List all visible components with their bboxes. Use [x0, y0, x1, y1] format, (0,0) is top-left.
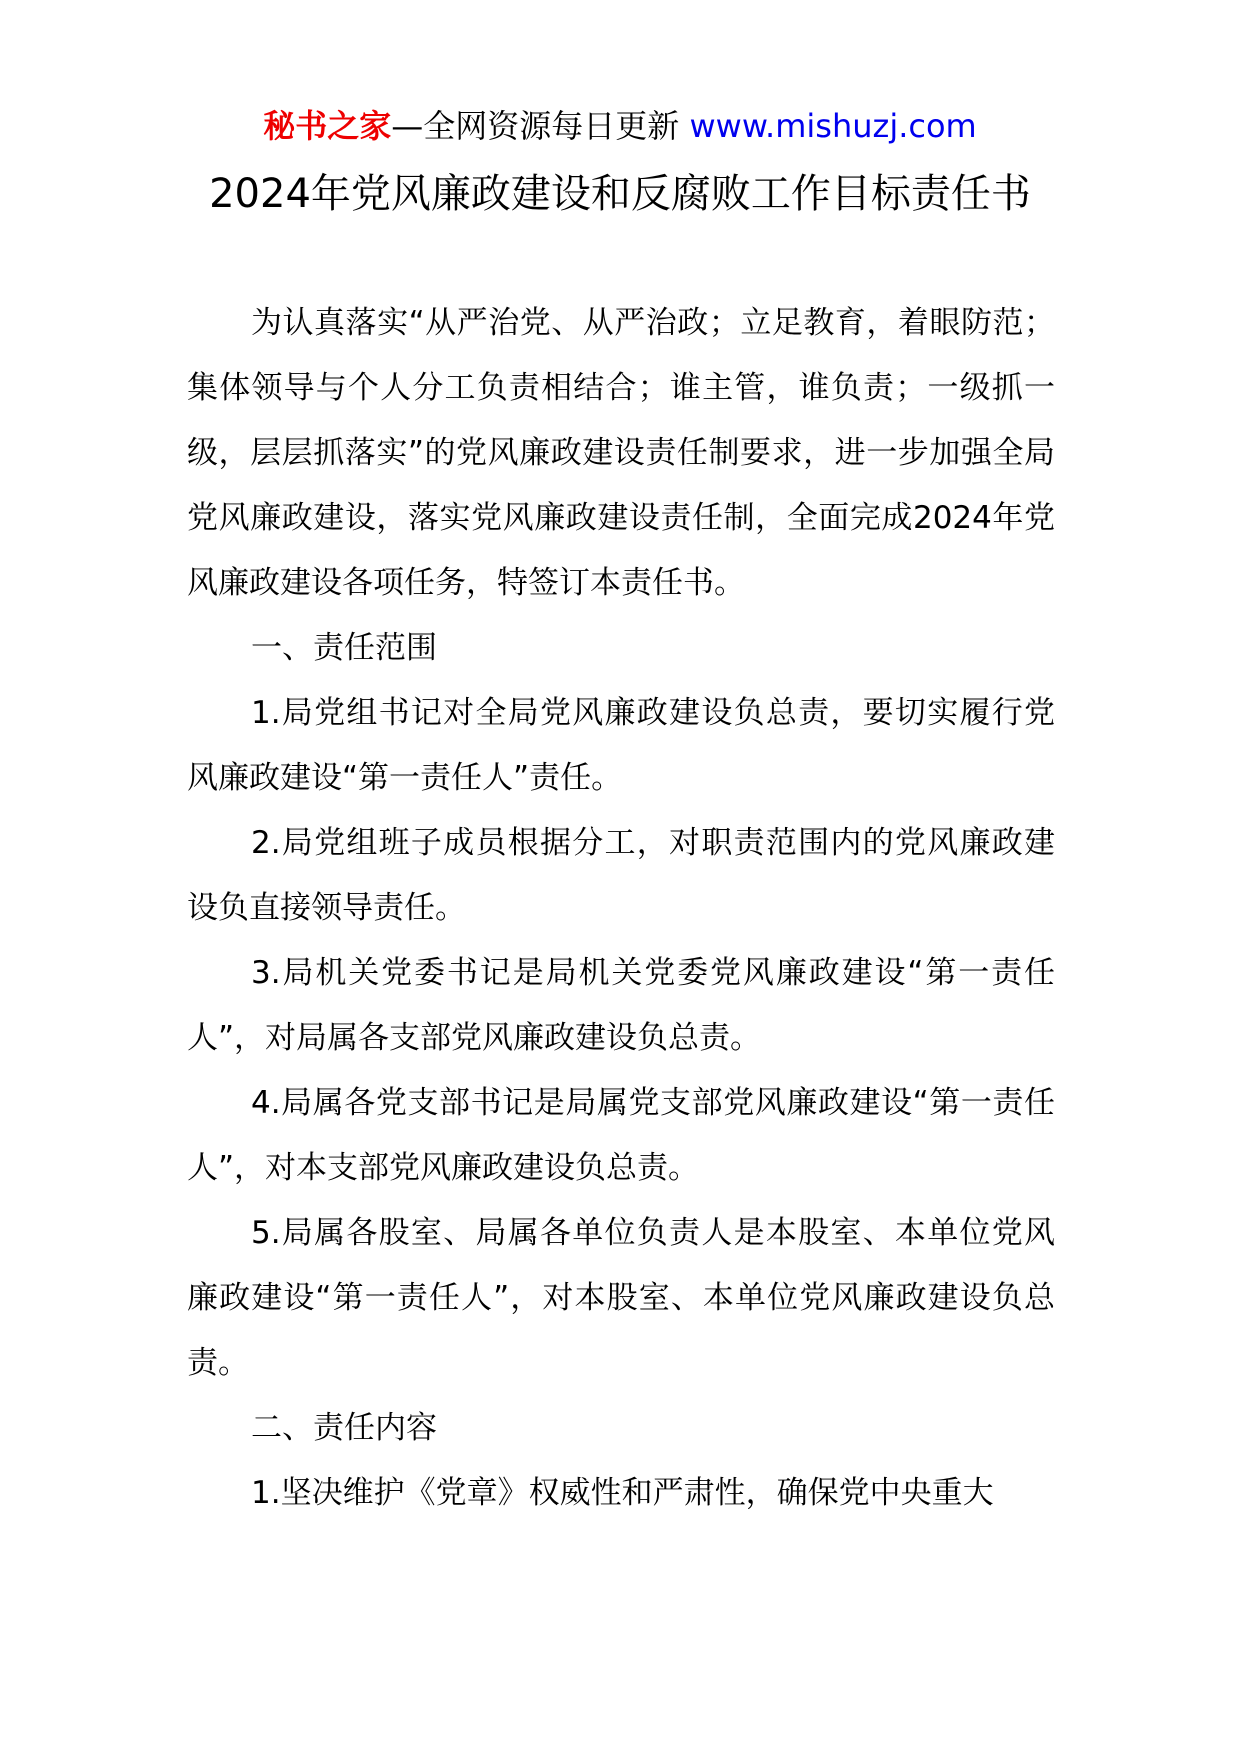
section-heading-scope: 一、责任范围: [251, 630, 437, 666]
scope-item-1: 1.局党组书记对全局党风廉政建设负总责，要切实履行党风廉政建设“第一责任人”责任。: [187, 695, 1055, 796]
content-item-1: 1.坚决维护《党章》权威性和严肃性，确保党中央重大: [251, 1475, 994, 1511]
scope-item-3: 3.局机关党委书记是局机关党委党风廉政建设“第一责任人”，对局属各支部党风廉政建设负总责。: [187, 955, 1055, 1056]
document-title: 2024年党风廉政建设和反腐败工作目标责任书: [209, 171, 1031, 217]
watermark-slogan: —全网资源每日更新: [391, 107, 680, 145]
scope-item-5: 5.局属各股室、局属各单位负责人是本股室、本单位党风廉政建设“第一责任人”，对本股室、本单位党风廉政建设负总责。: [187, 1215, 1055, 1381]
watermark-url[interactable]: www.mishuzj.com: [689, 107, 977, 145]
scope-item-4: 4.局属各党支部书记是局属党支部党风廉政建设“第一责任人”，对本支部党风廉政建设负总责。: [187, 1085, 1055, 1186]
section-heading-content: 二、责任内容: [251, 1410, 437, 1446]
scope-item-2: 2.局党组班子成员根据分工，对职责范围内的党风廉政建设负直接领导责任。: [187, 825, 1055, 926]
document-body: [187, 291, 1055, 1526]
watermark-header: [0, 104, 1240, 148]
intro-paragraph: 为认真落实“从严治党、从严治政；立足教育，着眼防范；集体领导与个人分工负责相结合；谁主管，谁负责；一级抓一级，层层抓落实”的党风廉政建设责任制要求，进一步加强全局党风廉政建设，落实党风廉政建设责任制，全面完成2024年党风廉政建设各项任务，特签订本责任书。: [187, 305, 1055, 601]
watermark-brand: 秘书之家: [263, 107, 392, 145]
